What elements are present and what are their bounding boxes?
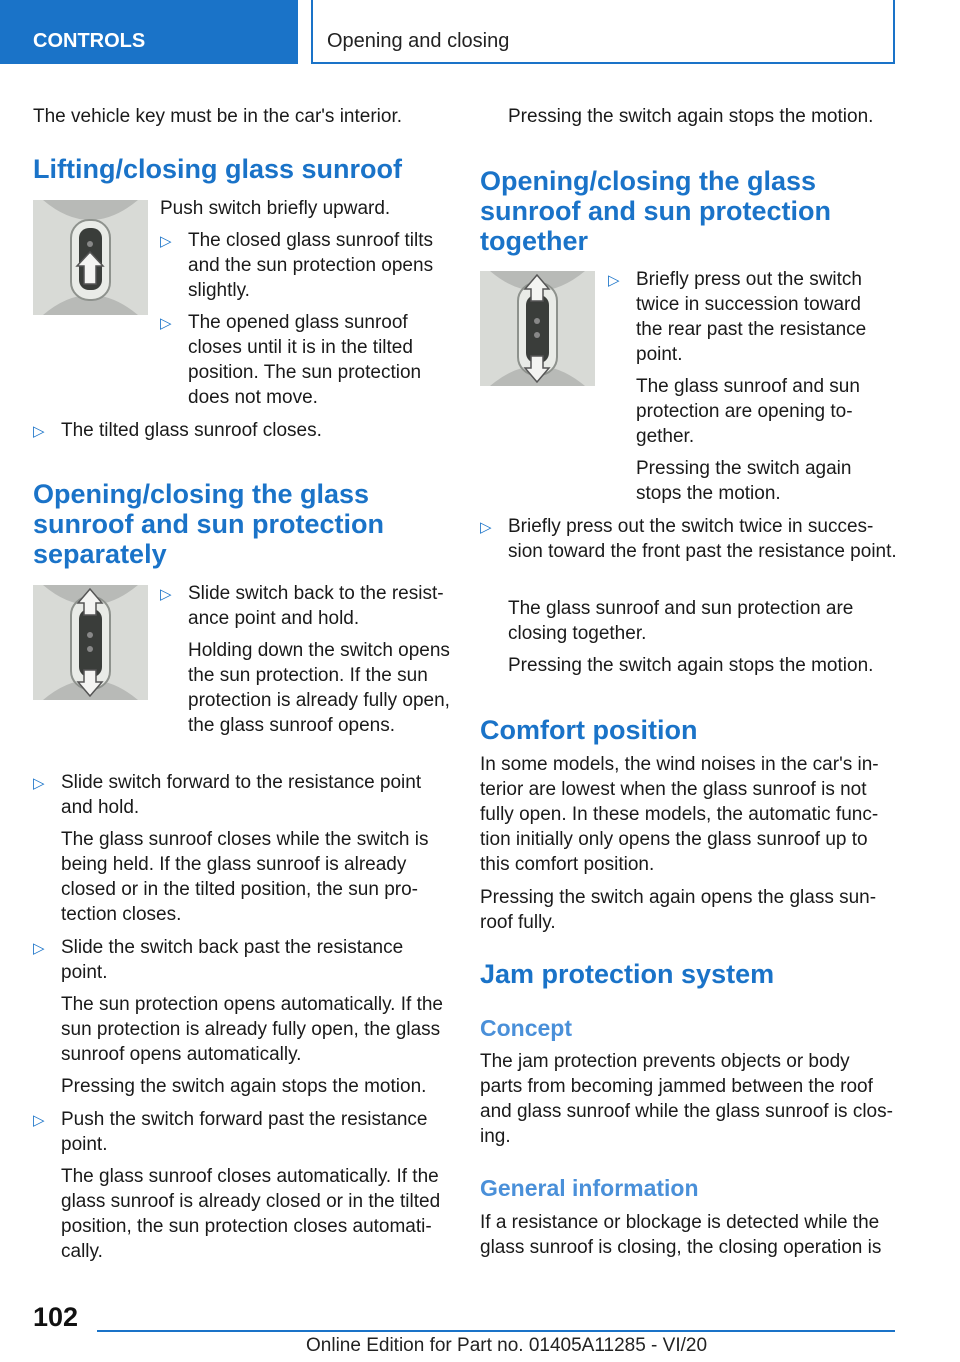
heading-general: General information: [480, 1175, 699, 1201]
tog-bullet-2-stop: Pressing the switch again stops the motion.: [508, 655, 874, 676]
concept-text: The jam protection prevents objects or body parts from becoming jammed between the roof and glass sunroof while the glass sunroof is clos‐ing.: [480, 1051, 893, 1147]
sep-bullet-1: Slide switch back to the resist‐ance point and hold.: [188, 583, 444, 629]
lifting-text: Push switch briefly upward.: [160, 198, 391, 219]
lifting-bullet-3: The tilted glass sunroof closes.: [61, 420, 322, 441]
bullet-icon: ▷: [160, 233, 172, 250]
bullet-icon: ▷: [33, 1112, 45, 1129]
sep-bullet-3-detail: The sun protection opens automatically. If the sun protection is already fully open, the glass sunroof opens automatically.: [61, 994, 443, 1065]
section-title: CONTROLS: [33, 30, 146, 52]
sep-bullet-4-detail: The glass sunroof closes automatically. If the glass sunroof is already closed or in the tilted position, the sun protection closes automati‐cally.: [61, 1166, 441, 1262]
topic-tab: [311, 0, 895, 64]
tog-bullet-1-stop: Pressing the switch again stops the motion.: [636, 458, 852, 504]
sep-bullet-3: Slide the switch back past the resistance point.: [61, 937, 404, 983]
comfort-text-2: Pressing the switch again opens the glass sun‐roof fully.: [480, 887, 877, 933]
heading-jam: Jam protection system: [480, 959, 775, 989]
intro-text: The vehicle key must be in the car's interior.: [33, 106, 403, 127]
bullet-icon: ▷: [160, 315, 172, 332]
bullet-icon: ▷: [33, 423, 45, 440]
lifting-bullet-1: The closed glass sunroof tilts and the sun protection opens slightly.: [188, 230, 434, 301]
bullet-icon: ▷: [160, 586, 172, 603]
lifting-bullet-2: The opened glass sunroof closes until it is in the tilted position. The sun protection does not move.: [188, 312, 422, 408]
comfort-text-1: In some models, the wind noises in the car's in‐terior are lowest when the glass sunroof is not fully open. In these models, the automatic func‐tion initially only opens the glass sunroof up to this comfort position.: [480, 754, 879, 875]
tog-bullet-2: Briefly press out the switch twice in succes‐sion toward the front past the resistance point.: [508, 516, 897, 562]
sep-bullet-3-stop: Pressing the switch again stops the motion.: [61, 1076, 427, 1097]
heading-concept: Concept: [480, 1015, 572, 1041]
sep-bullet-4: Push the switch forward past the resistance point.: [61, 1109, 428, 1155]
tog-bullet-1-detail: The glass sunroof and sun protection are opening to‐gether.: [636, 376, 860, 447]
tog-bullet-2-detail: The glass sunroof and sun protection are closing together.: [508, 598, 854, 644]
topic-title: Opening and closing: [327, 30, 510, 52]
sep-bullet-2-detail: The glass sunroof closes while the switch is being held. If the glass sunroof is already closed or in the tilted position, the sun pro‐tection closes.: [61, 829, 429, 925]
switch-tilt-image: [33, 200, 148, 315]
heading-separately: Opening/closing the glass sunroof and sun protection separately: [33, 479, 384, 569]
switch-slide-image: [33, 585, 148, 700]
footer-edition: Online Edition for Part no. 01405A11285 - VI/20: [306, 1335, 708, 1356]
heading-together: Opening/closing the glass sunroof and sun protection together: [480, 166, 831, 256]
heading-lifting: Lifting/closing glass sunroof: [33, 154, 403, 184]
sep-bullet-1-detail: Holding down the switch opens the sun protection. If the sun protection is already fully open, the glass sunroof opens.: [188, 640, 450, 736]
stop-text: Pressing the switch again stops the motion.: [508, 106, 874, 127]
bullet-icon: ▷: [33, 940, 45, 957]
switch-double-press-image: [480, 271, 595, 386]
bullet-icon: ▷: [480, 519, 492, 536]
general-text: If a resistance or blockage is detected while the glass sunroof is closing, the closing operation is: [480, 1212, 882, 1258]
footer-rule: [97, 1330, 895, 1332]
bullet-icon: ▷: [33, 775, 45, 792]
sep-bullet-2: Slide switch forward to the resistance point and hold.: [61, 772, 422, 818]
tog-bullet-1: Briefly press out the switch twice in succession toward the rear past the resistance point.: [636, 269, 867, 365]
bullet-icon: ▷: [608, 272, 620, 289]
page-number: 102: [33, 1302, 79, 1332]
heading-comfort: Comfort position: [480, 715, 698, 745]
section-tab: [0, 0, 298, 64]
